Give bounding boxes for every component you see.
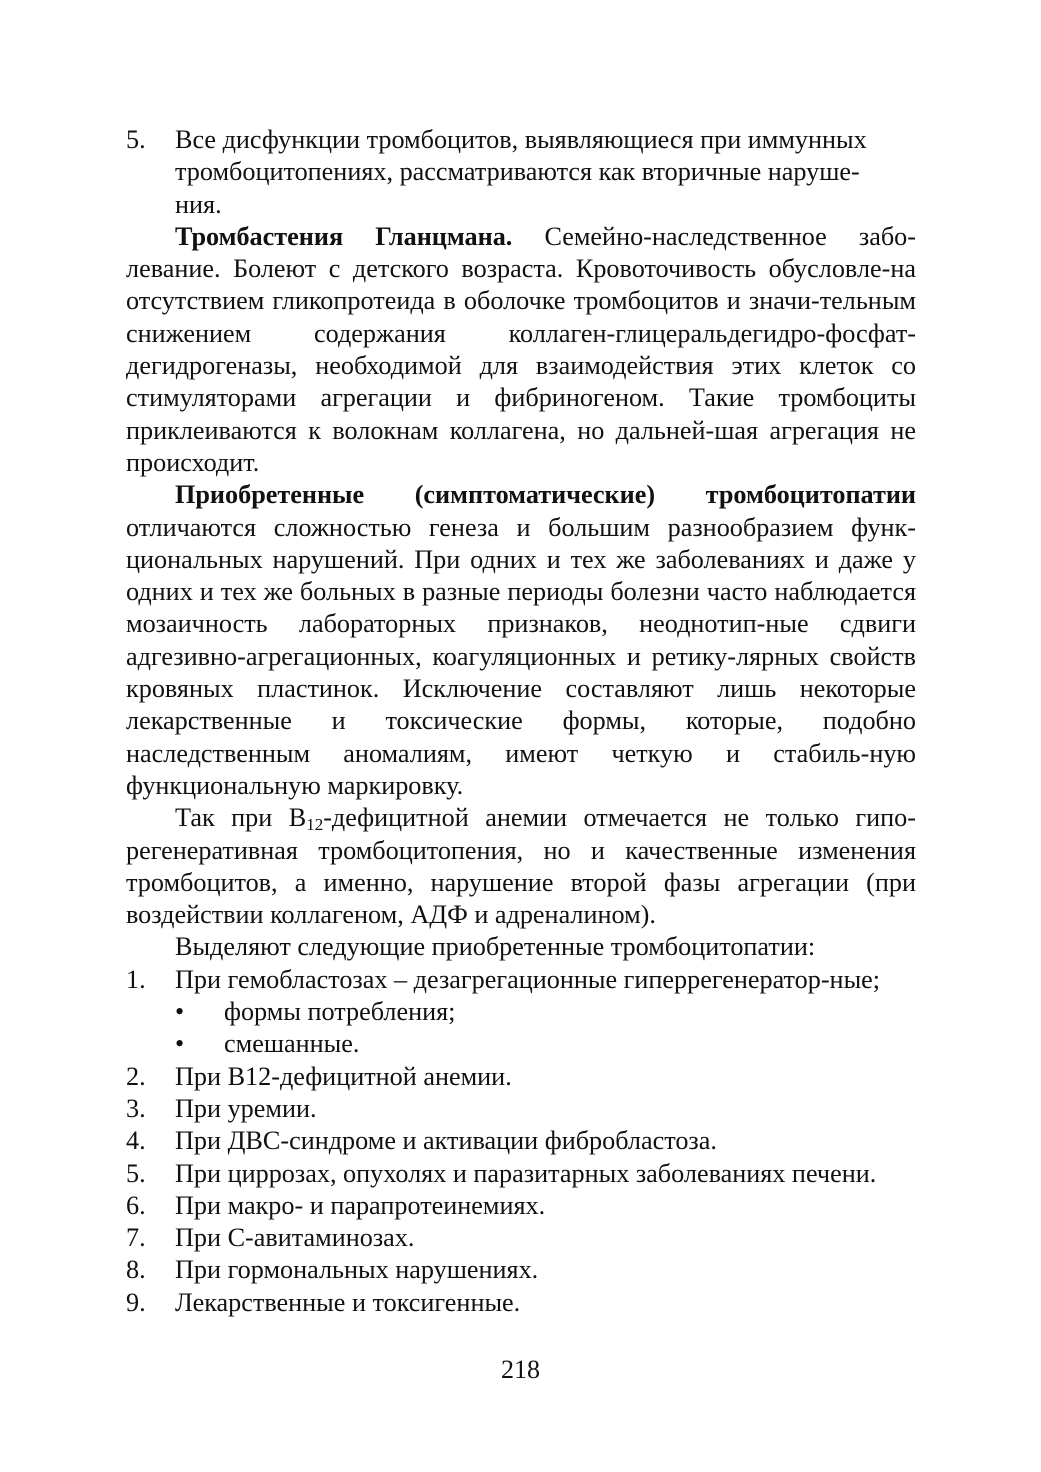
list-text: При ДВС-синдроме и активации фибробластоза. — [175, 1126, 717, 1156]
paragraph-text: отличаются сложностью генеза и большим разнообразием функ-циональных нарушений. При одних и тех же заболеваниях и даже у одних и тех же больных в разные периоды болезни часто наблюдается мозаичность лабораторных признаков, неоднотип-ные сдвиги адгезивно-агрегационных, коагуляционных и ретику-лярных свойств кровяных пластинок. Исключение составляют лишь некоторые лекарственные и токсические формы, которые, подобно наследственным аномалиям, имеют четкую и стабиль-ную функциональную маркировку. — [126, 512, 916, 800]
paragraph-text: -дефицитной анемии отмечается не только гипо-регенеративная тромбоцитопения, но и качественные изменения тромбоцитов, а именно, нарушение второй фазы агрегации (при воздействии коллагеном, АДФ и адреналином). — [126, 803, 916, 930]
list-text: При В12-дефицитной анемии. — [175, 1061, 512, 1091]
list-text: При гормональных нарушениях. — [175, 1255, 539, 1285]
bullet-item — [126, 1028, 916, 1060]
list-item — [126, 1061, 916, 1093]
page-body — [126, 124, 916, 1319]
list-text-line: Все дисфункции тромбоцитов, выявляющиеся при иммунных — [175, 125, 867, 154]
list-number: 5. — [126, 125, 146, 154]
paragraph-b12 — [126, 802, 916, 931]
bullet-icon: • — [175, 1029, 185, 1059]
list-item — [126, 1287, 916, 1319]
list-text: При гемобластозах – дезагрегационные гиперрегенератор-ные; — [175, 964, 881, 994]
list-text: При циррозах, опухолях и паразитарных заболеваниях печени. — [175, 1158, 877, 1188]
list-item — [126, 1093, 916, 1125]
paragraph-text: Семейно-наследственное забо-левание. Болеют с детского возраста. Кровоточивость обусловле-на отсутствием гликопротеида в оболочке тромбоцитов и значи-тельным снижением содержания коллаген-глицеральдегидро-фосфат-дегидрогеназы, необходимой для взаимодействия этих клеток со стимуляторами агрегации и фибриногеном. Такие тромбоциты приклеиваются к волокнам коллагена, но дальней-шая агрегация не происходит. — [126, 221, 916, 477]
list-item — [126, 1125, 916, 1157]
list-item — [126, 1158, 916, 1190]
list-number: 9. — [126, 1287, 146, 1317]
page-number: 218 — [501, 1355, 540, 1384]
list-number: 6. — [126, 1190, 146, 1220]
list-text: При макро- и парапротеинемиях. — [175, 1190, 546, 1220]
subscript: 12 — [306, 815, 324, 835]
paragraph-heading: Тромбастения Гланцмана. — [175, 221, 513, 251]
list-number: 2. — [126, 1061, 146, 1091]
list-text: Лекарственные и токсигенные. — [175, 1287, 521, 1317]
list-text-line: ния. — [175, 189, 222, 219]
bullet-text: формы потребления; — [224, 997, 456, 1027]
list-number: 3. — [126, 1093, 146, 1123]
list-item — [126, 1222, 916, 1254]
list-number: 1. — [126, 964, 146, 994]
list-text: При уремии. — [175, 1093, 317, 1123]
list-item — [126, 1190, 916, 1222]
bullet-icon: • — [175, 997, 185, 1027]
list-number: 4. — [126, 1126, 146, 1156]
paragraph-lead: Так при В — [175, 803, 307, 833]
bullet-item — [126, 996, 916, 1028]
list-number: 8. — [126, 1255, 146, 1285]
paragraph-acquired — [126, 479, 916, 802]
list-intro: Выделяют следующие приобретенные тромбоцитопатии: — [175, 932, 816, 962]
list-number: 5. — [126, 1158, 146, 1188]
list-item — [126, 964, 916, 996]
paragraph-heading: Приобретенные (симптоматические) тромбоцитопатии — [175, 480, 916, 510]
list-text: При С-авитаминозах. — [175, 1223, 415, 1253]
bullet-text: смешанные. — [224, 1029, 360, 1059]
list-item-top — [126, 124, 916, 221]
list-item — [126, 1254, 916, 1286]
list-text-line: тромбоцитопениях, рассматриваются как вторичные наруше- — [175, 157, 860, 187]
list-number: 7. — [126, 1223, 146, 1253]
paragraph-glanzmann — [126, 221, 916, 479]
